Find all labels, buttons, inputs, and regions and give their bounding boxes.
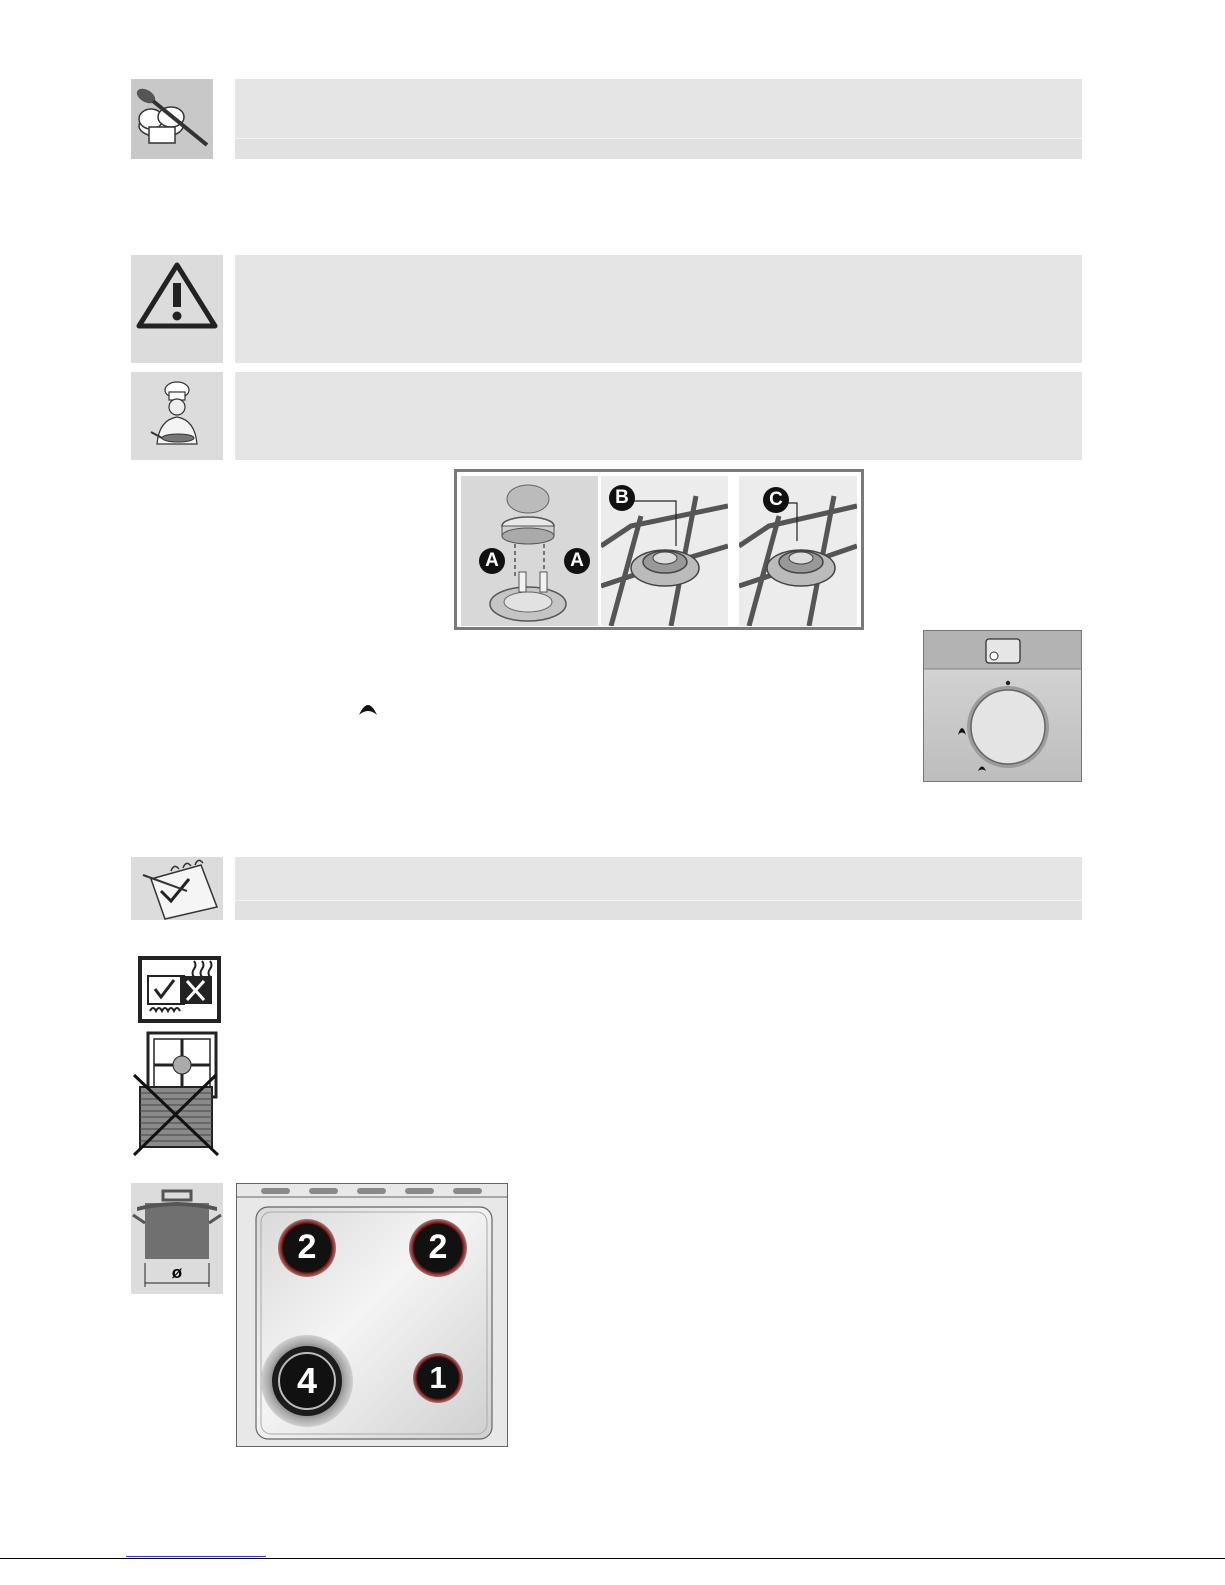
chef-tip-bar xyxy=(235,372,1082,460)
footer-link-underline[interactable] xyxy=(126,1556,266,1557)
burner-number-front-right: 1 xyxy=(429,1360,447,1395)
label-a-left: A xyxy=(479,548,505,574)
section-header-bar-2 xyxy=(235,857,1082,900)
diameter-symbol: ø xyxy=(171,1263,183,1282)
label-a-right: A xyxy=(564,548,590,574)
chef-hat-spoon-icon xyxy=(131,79,213,159)
warning-triangle-icon xyxy=(131,255,223,363)
chef-cooking-icon xyxy=(131,372,223,460)
hob-burner-layout-diagram xyxy=(236,1183,508,1447)
burner-number-rear-left: 2 xyxy=(297,1228,317,1266)
burner-number-front-left: 4 xyxy=(296,1360,318,1401)
control-knob-illustration xyxy=(923,630,1082,782)
hob-burner-view-c xyxy=(739,476,857,626)
burner-exploded-view xyxy=(461,476,598,626)
burner-assembly-figure xyxy=(454,469,864,630)
pot-diameter-icon xyxy=(131,1183,223,1294)
burner-layer xyxy=(236,1183,508,1447)
section-header-subbar-1 xyxy=(235,138,1082,159)
no-grill-plate-icon xyxy=(132,1031,224,1157)
section-header-subbar-2 xyxy=(235,900,1082,920)
label-c: C xyxy=(763,487,789,513)
hob-burner-view-b xyxy=(601,476,728,626)
footer-divider xyxy=(0,1558,1225,1559)
notepad-checklist-icon xyxy=(131,857,223,920)
burner-number-rear-right: 2 xyxy=(428,1228,448,1266)
warning-note-bar xyxy=(235,255,1082,363)
flame-symbol-icon xyxy=(357,697,379,717)
pot-steam-check-cross-icon xyxy=(138,956,221,1023)
label-b: B xyxy=(609,485,635,511)
section-header-bar-1 xyxy=(235,79,1082,138)
